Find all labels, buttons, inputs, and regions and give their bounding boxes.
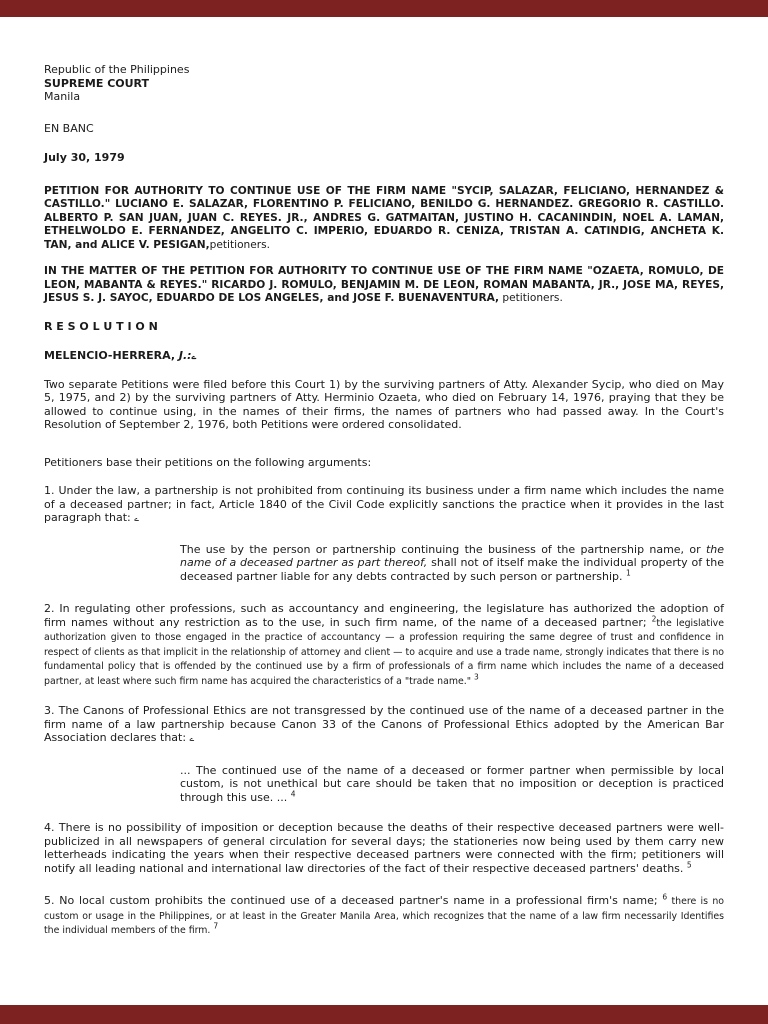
argument-1-text: 1. Under the law, a partnership is not prohibited from continuing its business under a firm name which includes the name of a deceased partner; in fact, Article 1840 of the Civil Code explicitly sanctions the practice when it provides in the last paragraph that: (44, 484, 724, 524)
argument-3 (44, 704, 724, 746)
argument-5-text: 5. No local custom prohibits the continued use of a deceased partner's name in a professional firm's name; (44, 894, 663, 907)
quote-civil-code-italic: the name of a deceased partner as part thereof, (180, 542, 724, 569)
quote-canon-33 (180, 764, 724, 805)
en-banc-label: EN BANC (44, 121, 94, 135)
decision-date: July 30, 1979 (44, 151, 125, 164)
heading-republic: Republic of the Philippines (44, 63, 190, 76)
text-artifact: ے (191, 352, 197, 361)
case-caption-sycip-petitioners: petitioners. (209, 238, 271, 251)
argument-4-text: 4. There is no possibility of imposition or deception because the deaths of their respective deceased partners were well-publicized in all newspapers of general circulation for several days; the stationeries now being used by them carry new letterheads indicating the years when their respective deceased partners were connected with the firm; petitioners will notify all leading national and international law directories of the fact of their respective deceased partners' deaths. (44, 821, 724, 875)
court-heading (44, 63, 724, 104)
viewer-bottom-bar (0, 1005, 768, 1024)
argument-2-small-text: the legislative authorization given to those engaged in the practice of accountancy — a profession requiring the same degree of trust and confidence in respect of clients as that implicit in the relationship of attorney and client — to acquire and use a trade name, strongly indicates that there is no fundamental policy that is offended by the continued use by a firm of professionals of a firm name which includes the name of a deceased partner, at least where such firm name has acquired the characteristics of a "trade name." (44, 617, 724, 687)
footnote-ref-5: 5 (686, 859, 692, 869)
text-artifact: ے (134, 514, 139, 523)
arguments-lead: Petitioners base their petitions on the following arguments: (44, 455, 372, 469)
heading-supreme-court: SUPREME COURT (44, 76, 150, 90)
viewer-top-bar (0, 0, 768, 17)
argument-3-text: 3. The Canons of Professional Ethics are not transgressed by the continued use of the name of a deceased partner in the firm name of a law partnership because Canon 33 of the Canons of Professional Ethics adopted by the American Bar Association declares that: (44, 704, 724, 744)
quote-civil-code (180, 543, 724, 584)
footnote-ref-4: 4 (290, 788, 296, 798)
case-caption-ozaeta-petitioners: petitioners. (499, 292, 563, 304)
heading-manila: Manila (44, 90, 81, 103)
ponente-name: MELENCIO-HERRERA, (44, 349, 179, 362)
case-caption-ozaeta-title: IN THE MATTER OF THE PETITION FOR AUTHORITY TO CONTINUE USE OF THE FIRM NAME "OZAETA, ROMULO, DE LEON, MABANTA & REYES." RICARDO J. ROMULO, BENJAMIN M. DE LEON, ROMAN MABANTA, JR., JOSE MA, REYES, JESUS S. J. SAYOC, EDUARDO DE LOS ANGELES, and JOSE F. BUENAVENTURA, (44, 265, 724, 304)
case-caption-sycip (44, 185, 724, 253)
case-caption-ozaeta (44, 265, 724, 306)
footnote-ref-1: 1 (626, 567, 631, 577)
quote-civil-code-post: shall not of itself make the individual property of the deceased partner liable for any debts contracted by such person or partnership. (180, 556, 724, 583)
footnote-ref-6: 6 (662, 892, 668, 902)
argument-5-small-text: there is no custom or usage in the Philippines, or at least in the Greater Manila Area, which recognizes that the name of a law firm necessarily Identifies the individual members of the firm. (44, 896, 724, 936)
case-caption-sycip-title: PETITION FOR AUTHORITY TO CONTINUE USE OF THE FIRM NAME "SYCIP, SALAZAR, FELICIANO, HERNANDEZ & CASTILLO." LUCIANO E. SALAZAR, FLORENTINO P. FELICIANO, BENILDO G. HERNANDEZ. GREGORIO R. CASTILLO. ALBERTO P. SAN JUAN, JUAN C. REYES. JR., ANDRES G. GATMAITAN, JUSTINO H. CACANINDIN, NOEL A. LAMAN, ETHELWOLDO E. FERNANDEZ, ANGELITO C. IMPERIO, EDUARDO R. CENIZA, TRISTAN A. CATINDIG, ANCHETA K. TAN, and ALICE V. PESIGAN, (44, 184, 724, 251)
quote-civil-code-pre: The use by the person or partnership continuing the business of the partnership name, or (180, 542, 706, 556)
argument-5 (44, 894, 724, 938)
ponente-line (44, 349, 724, 364)
quote-canon-33-text: ... The continued use of the name of a deceased or former partner when permissible by local custom, is not unethical but care should be taken that no imposition or deception is practiced through this use. ... (180, 763, 724, 804)
footnote-ref-3: 3 (474, 671, 479, 681)
footnote-ref-7: 7 (213, 921, 219, 931)
argument-4 (44, 821, 724, 875)
argument-2 (44, 602, 724, 688)
intro-paragraph: Two separate Petitions were filed before this Court 1) by the surviving partners of Atty. Alexander Sycip, who died on May 5, 1975, and 2) by the surviving partners of Atty. Herminio Ozaeta, who died on February 14, 1976, praying that they be allowed to continue using, in the names of their firms, the names of partners who had passed away. In the Court's Resolution of September 2, 1976, both Petitions were ordered consolidated. (44, 377, 724, 431)
ponente-j: J.: (178, 349, 192, 362)
footnote-ref-2: 2 (651, 613, 657, 623)
argument-2-text: 2. In regulating other professions, such as accountancy and engineering, the legislature has authorized the adoption of firm names without any restriction as to the use, in such firm name, of the name of a deceased partner; (44, 602, 724, 629)
text-artifact: ے (189, 734, 195, 743)
argument-1 (44, 484, 724, 526)
resolution-title: R E S O L U T I O N (44, 319, 158, 333)
